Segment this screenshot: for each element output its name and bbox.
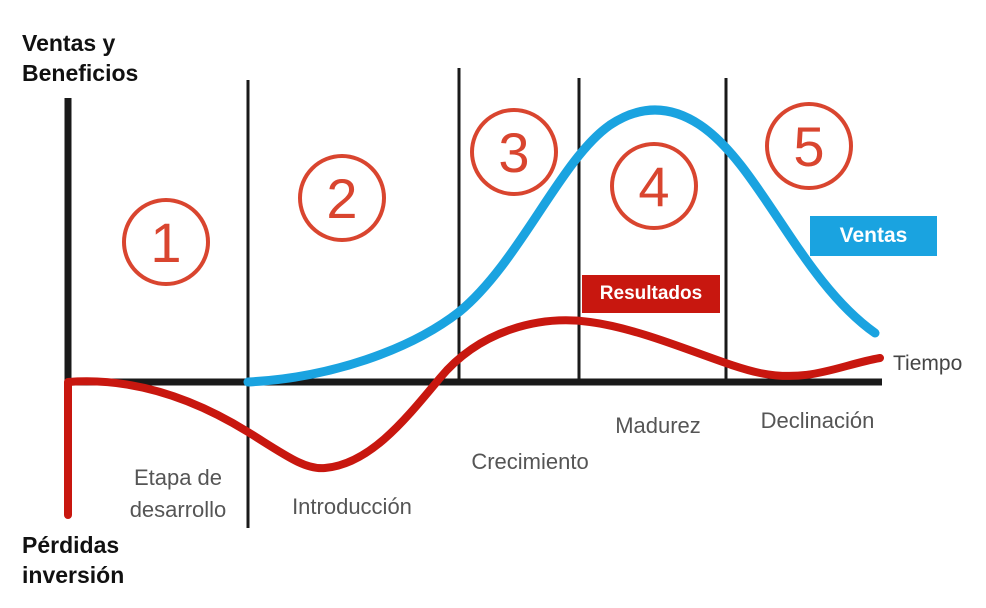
stage-circle-2 (300, 156, 384, 240)
x-axis-label: Tiempo (893, 352, 963, 375)
stage-label-4: Madurez (615, 413, 701, 438)
y-axis-bottom-line1: Pérdidas (22, 532, 120, 558)
stage-label-1-line1: Etapa de (133, 465, 223, 490)
stage-circle-4 (612, 144, 696, 228)
y-axis-bottom-line2: inversión (22, 562, 125, 588)
y-axis-top-label (22, 28, 138, 88)
y-axis-bottom-label (22, 530, 124, 590)
y-axis-top-line1: Ventas y (22, 30, 116, 56)
stage-label-1-line2: desarrollo (129, 497, 227, 522)
ventas-curve (248, 110, 875, 382)
y-axis-top-line2: Beneficios (22, 60, 139, 86)
svg-text:4: 4 (638, 155, 670, 218)
svg-text:5: 5 (793, 115, 825, 178)
stage-label-2: Introducción (292, 494, 412, 519)
ventas-legend-tag: Ventas (810, 216, 937, 256)
stage-label-1 (113, 462, 243, 526)
resultados-legend-tag: Resultados (582, 275, 720, 313)
svg-text:1: 1 (150, 211, 182, 274)
stage-label-3: Crecimiento (471, 449, 589, 474)
stage-circle-3 (472, 110, 556, 194)
svg-text:2: 2 (326, 167, 358, 230)
stage-circle-1 (124, 200, 208, 284)
stage-circle-5 (767, 104, 851, 188)
stage-label-5: Declinación (760, 408, 875, 433)
svg-text:3: 3 (498, 121, 530, 184)
